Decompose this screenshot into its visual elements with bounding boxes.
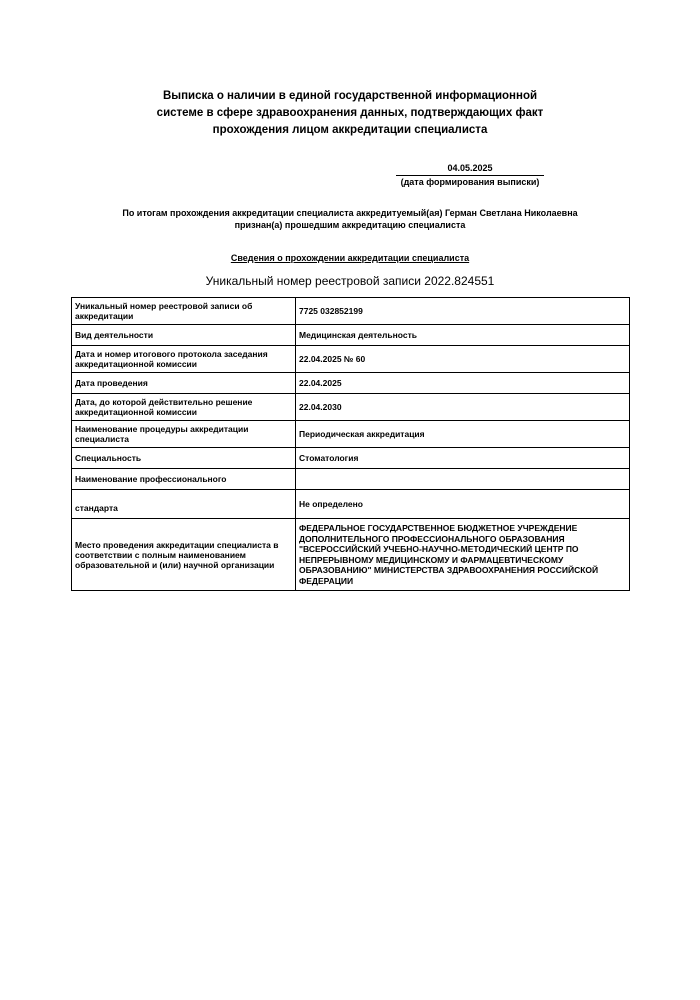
row-value: Медицинская деятельность [296,325,630,346]
table-row [72,448,630,469]
table-row [72,373,630,394]
row-label: Уникальный номер реестровой записи об аккредитации [72,298,296,325]
row-value: Периодическая аккредитация [296,421,630,448]
row-value: 22.04.2030 [296,394,630,421]
accreditation-result [60,207,640,231]
row-label: Наименование процедуры аккредитации специалиста [72,421,296,448]
title-line-1: Выписка о наличии в единой государственной информационной [162,90,538,102]
table-row [72,519,630,591]
date-block [396,163,544,188]
row-value: Стоматология [296,448,630,469]
table-row [72,325,630,346]
row-label: Место проведения аккредитации специалиста в соответствии с полным наименованием образовательной и (или) научной организации [72,519,296,591]
title-line-2: системе в сфере здравоохранения данных, подтверждающих факт [156,107,544,119]
row-value: ФЕДЕРАЛЬНОЕ ГОСУДАРСТВЕННОЕ БЮДЖЕТНОЕ УЧРЕЖДЕНИЕ ДОПОЛНИТЕЛЬНОГО ПРОФЕССИОНАЛЬНОГО ОБРАЗОВАНИЯ "ВСЕРОССИЙСКИЙ УЧЕБНО-НАУЧНО-МЕТОДИЧЕСКИЙ ЦЕНТР ПО НЕПРЕРЫВНОМУ МЕДИЦИНСКОМУ И ФАРМАЦЕВТИЧЕСКОМУ ОБРАЗОВАНИЮ" МИНИСТЕРСТВА ЗДРАВООХРАНЕНИЯ РОССИЙСКОЙ ФЕДЕРАЦИИ [296,519,630,591]
row-label: Специальность [72,448,296,469]
row-label: Дата, до которой действительно решение аккредитационной комиссии [72,394,296,421]
statement-date: 04.05.2025 [396,163,544,176]
result-line-1: По итогам прохождения аккредитации специалиста аккредитуемый(ая) Герман Светлана Николаевна [122,208,578,218]
row-label: Вид деятельности [72,325,296,346]
accreditation-details-table [71,297,630,591]
row-value: 7725 032852199 [296,298,630,325]
table-row [72,298,630,325]
row-value: Не определено [296,490,630,519]
title-line-3: прохождения лицом аккредитации специалиста [212,124,488,136]
row-label: стандарта [72,490,296,519]
table-row [72,469,630,490]
unique-registry-number: Уникальный номер реестровой записи 2022.824551 [205,274,495,288]
section-title: Сведения о прохождении аккредитации специалиста [230,253,470,263]
row-value: 22.04.2025 [296,373,630,394]
table-row [72,490,630,519]
row-label: Дата проведения [72,373,296,394]
row-label: Наименование профессионального [72,469,296,490]
document-title [120,88,580,139]
row-value: 22.04.2025 № 60 [296,346,630,373]
table-row [72,346,630,373]
row-label: Дата и номер итогового протокола заседания аккредитационной комиссии [72,346,296,373]
table-row [72,421,630,448]
row-value [296,469,630,490]
statement-date-caption: (дата формирования выписки) [400,177,540,187]
table-row [72,394,630,421]
result-line-2: признан(а) прошедшим аккредитацию специалиста [234,220,466,230]
